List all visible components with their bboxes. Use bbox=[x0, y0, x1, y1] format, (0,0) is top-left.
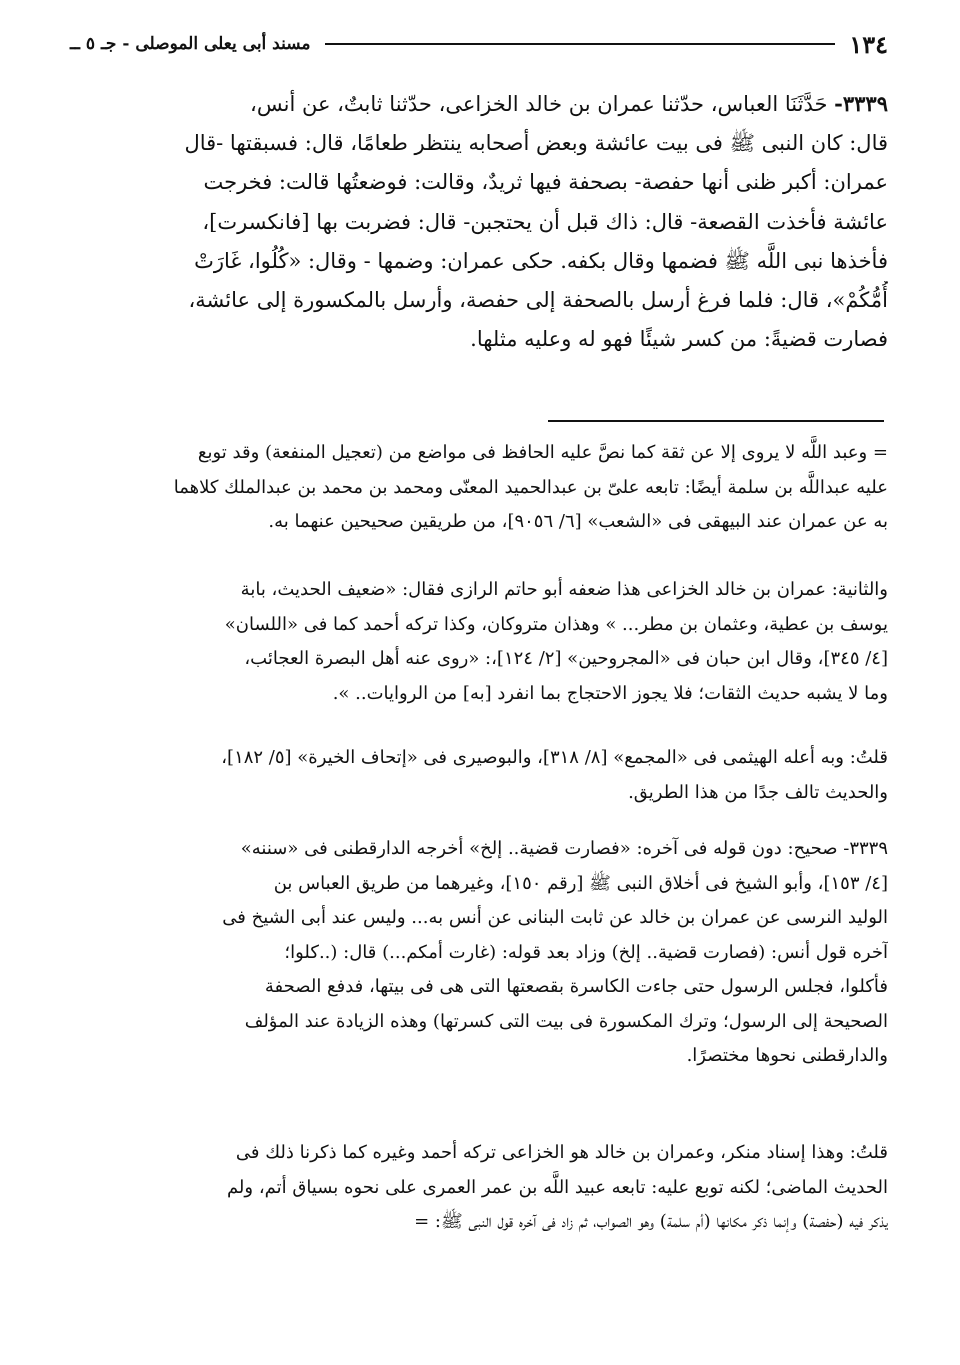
footnote-line: الصحيحة إلى الرسول؛ وترك المكسورة فى بيت التى كسرتها) وهذه الزيادة عند المؤلف bbox=[244, 1010, 888, 1032]
hadith-line: فأخذها نبى اللَّه ﷺ فضمها وقال بكفه. حكى عمران: وضمها - وقال: «كُلُوا، غَارَتْ bbox=[194, 248, 888, 273]
hadith-line: عائشة فأخذت القصعة- قال: ذاك قبل أن يحتجبن- قال: فضربت بها [فانكسرت]، bbox=[202, 209, 888, 234]
footnote-line: عليه عبداللَّه بن سلمة أيضًا: تابعه علىّ بن عبدالحميد المعنّى ومحمد بن محمد بن عبدالملك كلاهما bbox=[173, 476, 888, 498]
header-rule bbox=[325, 43, 836, 45]
hadith-line: عمران: أكبر ظنى أنها حفصة- بصحفة فيها ثريدٌ، وقالت: فوضعتُها قالت: فخرجت bbox=[203, 170, 888, 195]
footnote-line: آخره قول أنس: (فصارت قضية.. إلخ) وزاد بعد قوله: (غارت أمكم...) قال: (..كلوا؛ bbox=[284, 941, 888, 963]
footnote-line: وما لا يشبه حديث الثقات؛ فلا يجوز الاحتجاج بما انفرد [به] من الروايات.. ». bbox=[332, 682, 888, 704]
footnote-line: قلتُ: وبه أعله الهيثمى فى «المجمع» [٨/ ٣١٨]، والبوصيرى فى «إتحاف الخيرة» [٥/ ١٨٢]، bbox=[221, 747, 888, 768]
footnote-line: فأكلوا، فجلس الرسول حتى جاءت الكاسرة بقصعتها التى هى فى بيتها، فدفع الصحفة bbox=[264, 976, 888, 997]
footnote-line: الوليد النرسى عن عمران بن خالد عن ثابت البنانى عن أنس به... وليس عند أبى الشيخ فى bbox=[222, 907, 888, 928]
footnote-line: قلتُ: وهذا إسناد منكر، وعمران بن خالد هو الخزاعى تركه أحمد وغيره كما ذكرنا ذلك فى bbox=[235, 1142, 888, 1163]
footnote-takhrij bbox=[72, 832, 888, 1074]
footnote-separator bbox=[548, 420, 884, 422]
hadith-line: فصارت قضيةً: من كسر شيئًا فهو له وعليه مثلها. bbox=[470, 327, 888, 352]
footnote-line: والحديث تالف جدًا من هذا الطريق. bbox=[628, 781, 888, 803]
footnote-second-point bbox=[72, 573, 888, 711]
book-title: مسند أبى يعلى الموصلى - جـ ٥ ــ bbox=[70, 34, 311, 54]
footnote-line: الحديث الماضى؛ لكنه توبع عليه: تابعه عبيد اللَّه بن عمر العمرى على نحوه بسياق أتم، ولم bbox=[226, 1176, 888, 1198]
hadith-line: قال: كان النبى ﷺ فى بيت عائشة وبعض أصحابه ينتظر طعامًا، قال: فسبقتها -قال bbox=[184, 131, 888, 156]
hadith-line: ٣٣٣٩- حَدَّثَنَا العباس، حدّثنا عمران بن خالد الخزاعى، حدّثنا ثابتٌ، عن أنس، bbox=[250, 91, 888, 116]
hadith-text bbox=[72, 84, 888, 359]
footnote-remark-final bbox=[72, 1136, 888, 1240]
footnote-line: [٤/ ١٥٣]، وأبو الشيخ فى أخلاق النبى ﷺ [رقم ١٥٠]، وغيرهما من طريق العباس بن bbox=[273, 872, 888, 894]
footnote-line: [٤/ ٣٤٥]، وقال ابن حبان فى «المجروحين» [٢/ ١٢٤]،: «روى عنه أهل البصرة العجائب، bbox=[244, 648, 888, 669]
page-header bbox=[70, 24, 888, 64]
hadith-line: أُمُّكُمْ»، قال: فلما فرغ أرسل بالصحفة إلى حفصة، وأرسل بالمكسورة إلى عائشة، bbox=[188, 288, 888, 313]
footnote-line: يذكر فيه (حفصة) وإنما ذكر مكانها (أم سلمة) وهو الصواب، ثم زاد فى آخره قول النبى ﷺ: = bbox=[414, 1211, 888, 1232]
hadith-number: ٣٣٣٩- bbox=[834, 91, 888, 116]
footnote-continuation bbox=[72, 436, 888, 540]
page-number: ١٣٤ bbox=[849, 29, 888, 59]
footnote-line: يوسف بن عطية، وعثمان بن مطر... » وهذان متروكان، وكذا تركه أحمد كما فى «اللسان» bbox=[224, 613, 888, 635]
footnote-line: والثانية: عمران بن خالد الخزاعى هذا ضعفه أبو حاتم الرازى فقال: «ضعيف الحديث، بابة bbox=[240, 579, 888, 600]
footnote-line: والدارقطنى نحوها مختصرًا. bbox=[686, 1045, 888, 1066]
footnote-line: ٣٣٣٩- صحيح: دون قوله فى آخره: «فصارت قضية.. إلخ» أخرجه الدارقطنى فى «سننه» bbox=[240, 838, 888, 859]
footnote-remark bbox=[72, 741, 888, 810]
footnote-line: = وعبد اللَّه لا يروى إلا عن ثقة كما نصَّ عليه الحافظ فى مواضع من (تعجيل المنفعة) وقد توبع bbox=[197, 442, 888, 463]
footnote-line: به عن عمران عند البيهقى فى «الشعب» [٦/ ٩٠٥٦]، من طريقين صحيحين عنهما به. bbox=[268, 511, 888, 532]
